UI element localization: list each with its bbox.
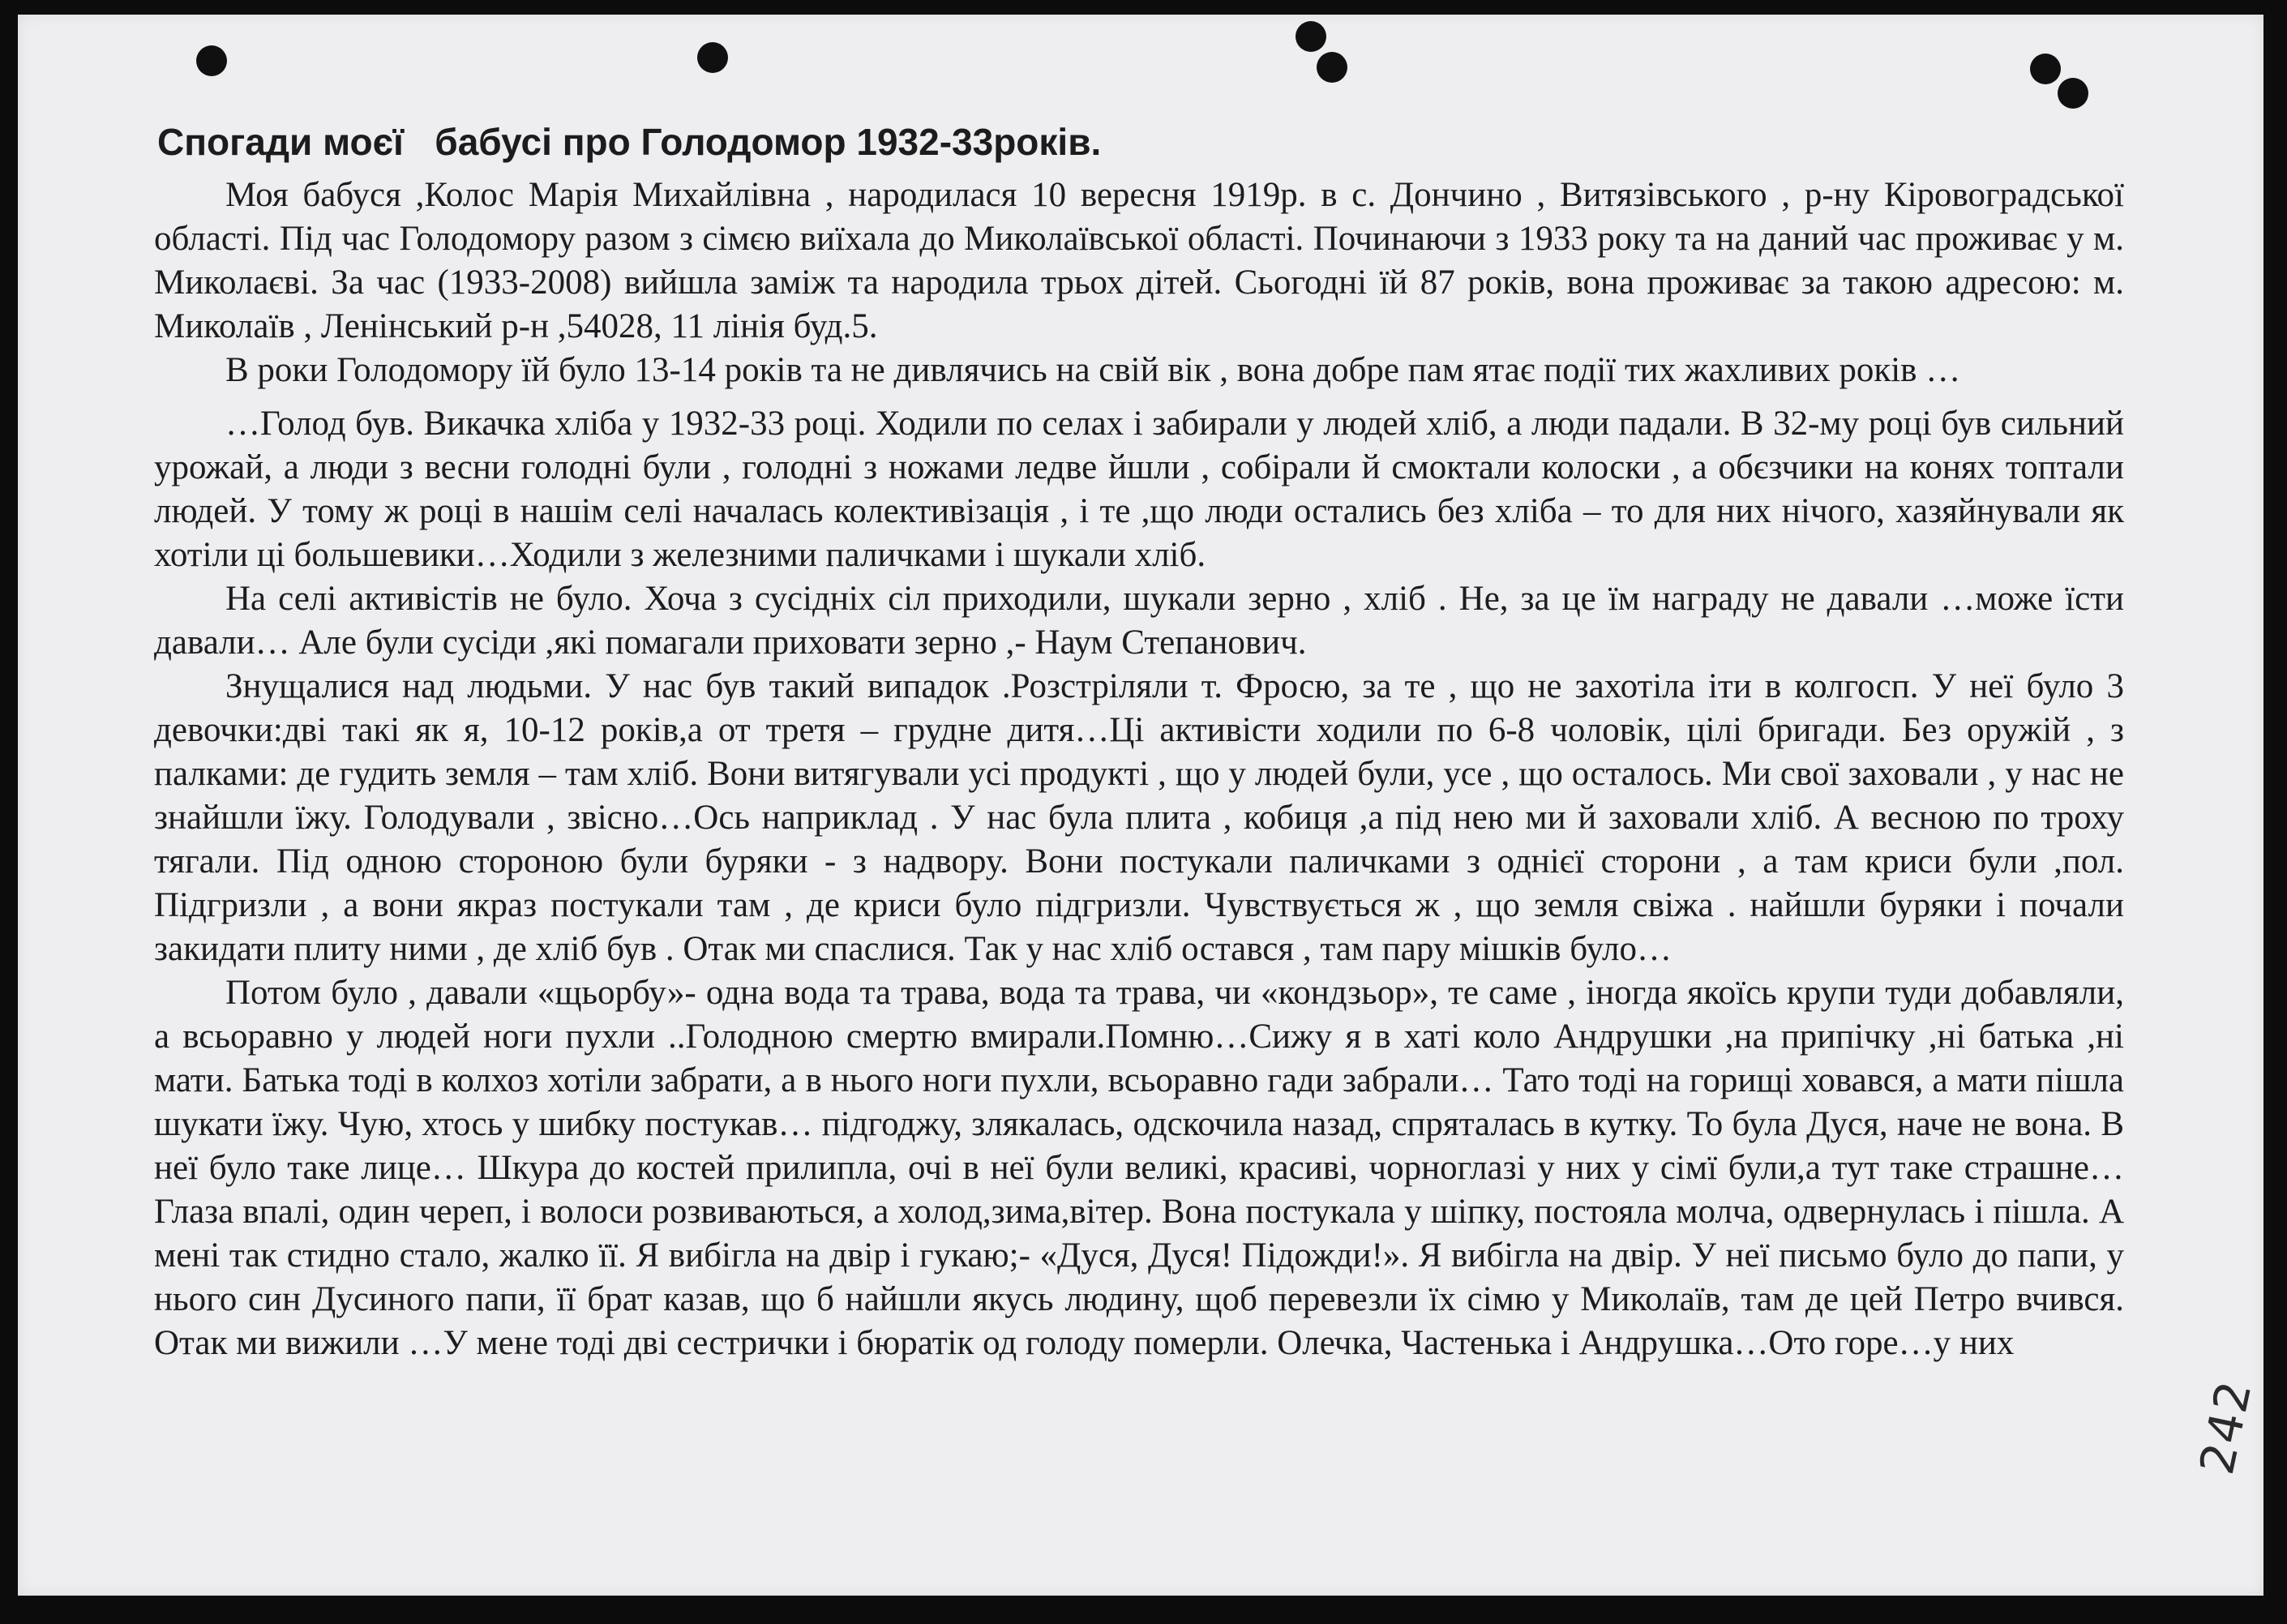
paragraph-intro: Моя бабуся ,Колос Марія Михайлівна , народилася 10 вересня 1919р. в с. Дончино , Витязівського , р-ну Кіровоградської області. Під час Голодомору разом з сімєю виїхала до Миколаївської області. Починаючи з 1933 року та на даний час проживає у м. Миколаєві. За час (1933-2008) вийшла заміж та народила трьох дітей. Сьогодні їй 87 років, вона проживає за такою адресою: м. Миколаїв , Ленінський р-н ,54028, 11 лінія буд.5. [154,176,2124,345]
document-title: Спогади моєї бабусі про Голодомор 1932-33років. [157,121,1102,163]
paragraph-famine: …Голод був. Викачка хліба у 1932-33 році. Ходили по селах і забирали у людей хліб, а люди падали. В 32-му році був сильний урожай, а люди з весни голодні були , голодні з ножами ледве йшли , собірали й смоктали колоски , а обєзчики на конях топтали людей. У тому ж році в нашім селі началась колективізація , і те ,що люди остались без хліба – то для них нічого, хазяйнували як хотіли ці большевики…Ходили з железними паличками і шукали хліб. [154,405,2124,574]
punch-hole [196,45,227,76]
paragraph-memory: Потом було , давали «щьорбу»- одна вода та трава, вода та трава, чи «кондзьор», те саме , іногда якоїсь крупи туди добавляли, а всьоравно у людей ноги пухли ..Голодною смертю вмирали.Помню…Сижу я в хаті коло Андрушки ,на припічку ,ні батька ,ні мати. Батька тоді в колхоз хотіли забрати, а в нього ноги пухли, всьоравно гади забрали… Тато тоді на горищі ховався, а мати пішла шукати їжу. Чую, хтось у шибку постукав… підгоджу, злякалась, одскочила назад, спряталась в кутку. То була Дуся, наче не вона. В неї було таке лице… Шкура до костей прилипла, очі в неї були великі, красиві, чорноглазі у них у сімї були,а тут таке страшне… Глаза впалі, один череп, і волоси розвиваються, а холод,зима,вітер. Вона постукала у шіпку, постояла молча, одвернулась і пішла. А мені так стидно стало, жалко її. Я вибігла на двір і гукаю;- «Дуся, Дуся! Підожди!». Я вибігла на двір. У неї письмо було до папи, у нього син Дусиного папи, її брат казав, що б найшли якусь людину, щоб перевезли їх сімю у Миколаїв, там де цей Петро вчився. Отак ми вижили …У мене тоді дві сестрички і бюратік од голоду померли. Олечка, Частенька і Андрушка…Ото горе…у них [154,974,2124,1362]
punch-hole [697,42,728,73]
handwritten-page-number: 242 [2189,1374,2263,1480]
punch-hole [1317,52,1347,83]
punch-hole [2058,78,2088,109]
paragraph-age: В роки Голодомору їй було 13-14 років та не дивлячись на свій вік , вона добре пам ятає події тих жахливих років … [225,351,1961,389]
punch-hole [2030,54,2061,84]
document-body [154,114,2124,1365]
punch-hole [1296,21,1326,52]
paragraph-activists: На селі активістів не було. Хоча з сусідніх сіл приходили, шукали зерно , хліб . Не, за це їм награду не давали …може їсти давали… Але були сусіди ,які помагали приховати зерно ,- Наум Степанович. [154,580,2124,662]
paragraph-abuse: Знущалися над людьми. У нас був такий випадок .Розстріляли т. Фросю, за те , що не захотіла іти в колгосп. У неї було 3 девочки:дві такі як я, 10-12 років,а от третя – грудне дитя…Ці активісти ходили по 6-8 чоловік, цілі бригади. Без оружій , з палками: де гудить земля – там хліб. Вони витягували усі продукті , що у людей були, усе , що осталось. Ми свої заховали , у нас не знайшли їжу. Голодували , звісно…Ось наприклад . У нас була плита , кобиця ,а під нею ми й заховали хліб. А весною по троху тягали. Під одною стороною були буряки - з надвору. Вони постукали паличками з однієї сторони , а там криси були ,пол. Підгризли , а вони якраз постукали там , де криси було підгризли. Чувствується ж , що земля свіжа . найшли буряки і почали закидати плиту ними , де хліб був . Отак ми спаслися. Так у нас хліб остався , там пару мішків було… [154,667,2124,968]
